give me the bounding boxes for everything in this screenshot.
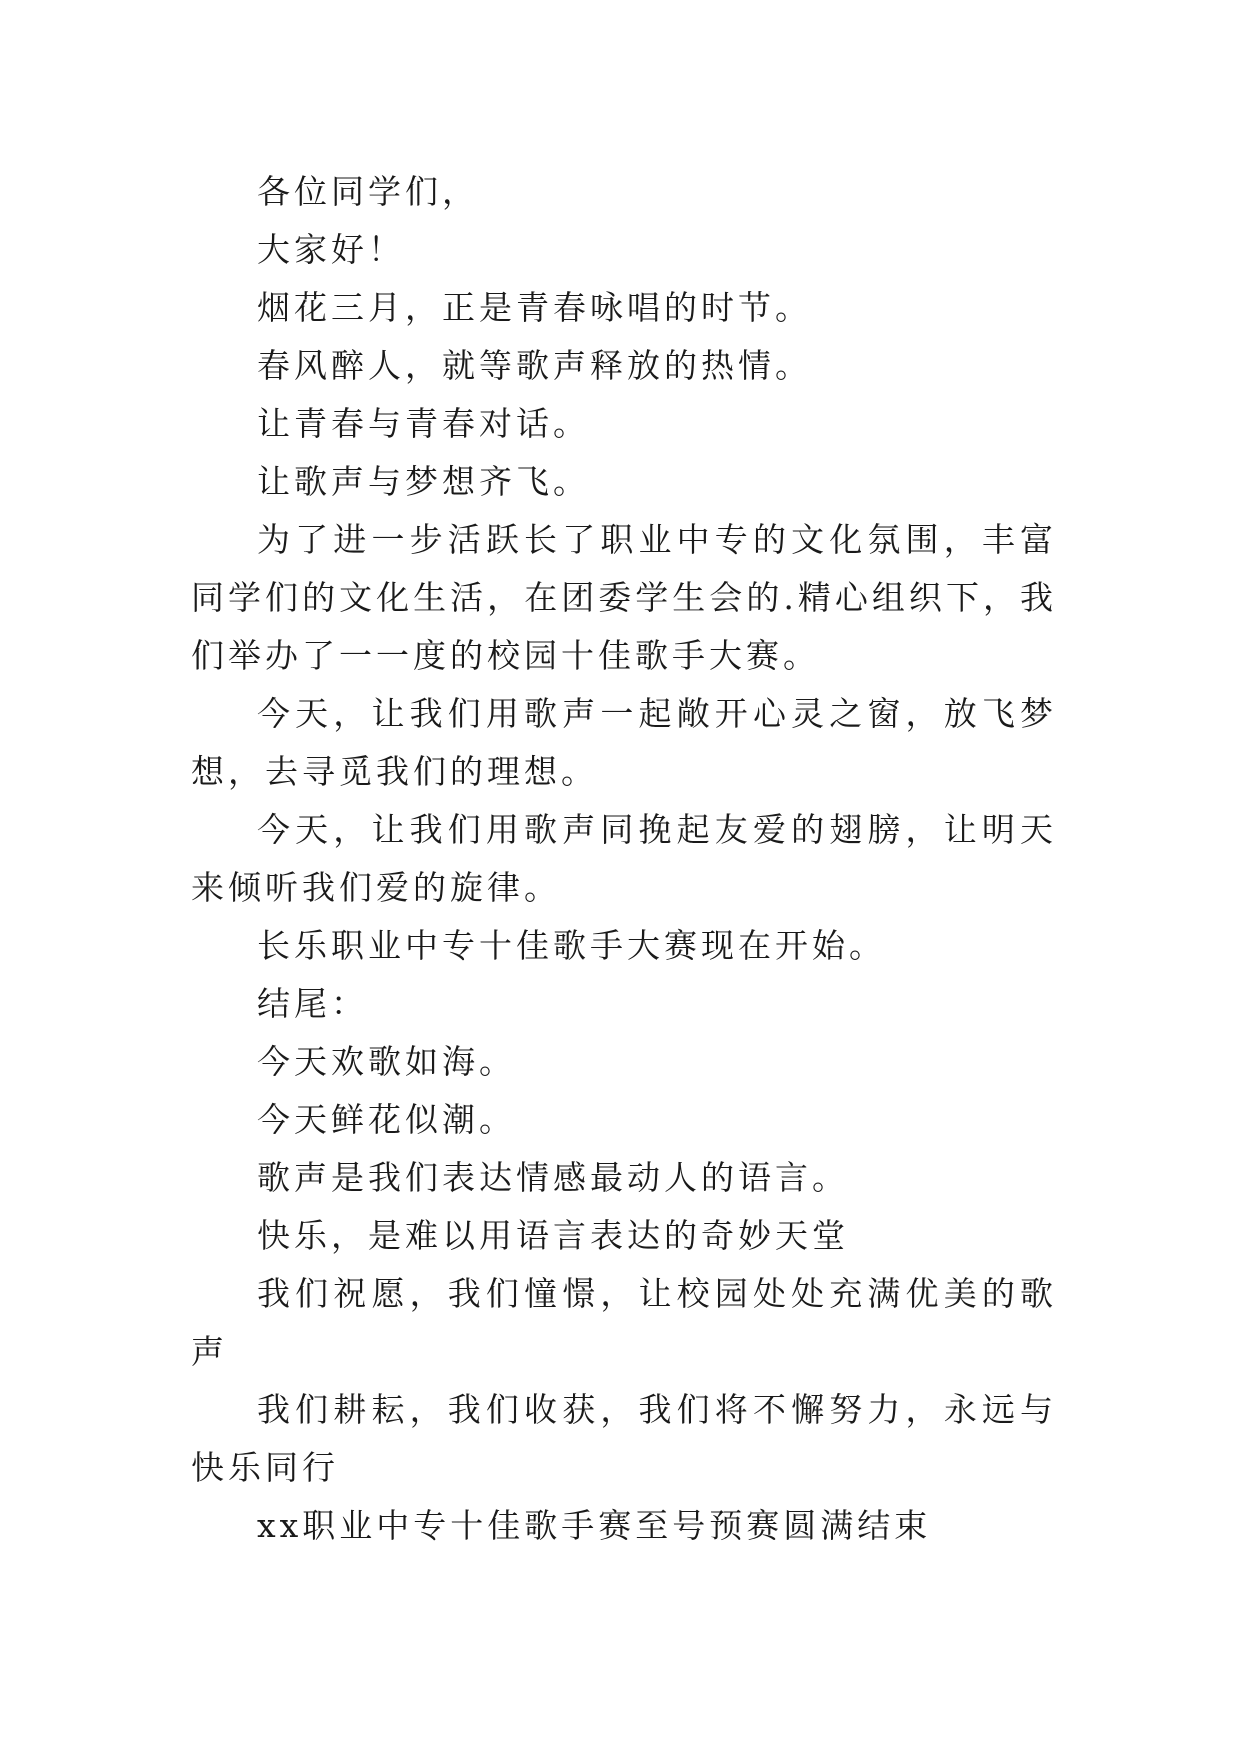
paragraph-greeting: 各位同学们，	[257, 172, 479, 211]
paragraph-ending-heading: 结尾：	[257, 984, 368, 1023]
paragraph-spring-wind: 春风醉人，就等歌声释放的热情。	[257, 346, 812, 385]
paragraph-closing: xx职业中专十佳歌手赛至号预赛圆满结束	[257, 1506, 932, 1545]
paragraph-song-language: 歌声是我们表达情感最动人的语言。	[257, 1158, 849, 1197]
paragraph-hello: 大家好！	[257, 230, 405, 269]
paragraph-purpose: 为了进一步活跃长了职业中专的文化氛围，丰富同学们的文化生活，在团委学生会的.精心组织下，我们举办了一一度的校园十佳歌手大赛。	[191, 520, 1057, 675]
paragraph-today-wings: 今天，让我们用歌声同挽起友爱的翅膀，让明天来倾听我们爱的旋律。	[191, 810, 1057, 907]
paragraph-today-window: 今天，让我们用歌声一起敞开心灵之窗，放飞梦想，去寻觅我们的理想。	[191, 694, 1057, 791]
paragraph-song-dream: 让歌声与梦想齐飞。	[257, 462, 590, 501]
paragraph-contest-start: 长乐职业中专十佳歌手大赛现在开始。	[257, 926, 886, 965]
paragraph-march: 烟花三月，正是青春咏唱的时节。	[257, 288, 812, 327]
paragraph-flowers-tide: 今天鲜花似潮。	[257, 1100, 516, 1139]
paragraph-wish: 我们祝愿，我们憧憬，让校园处处充满优美的歌声	[191, 1274, 1057, 1371]
document-page	[191, 163, 1057, 1555]
paragraph-joy-sea: 今天欢歌如海。	[257, 1042, 516, 1081]
paragraph-happiness: 快乐，是难以用语言表达的奇妙天堂	[257, 1216, 849, 1255]
paragraph-harvest: 我们耕耘，我们收获，我们将不懈努力，永远与快乐同行	[191, 1390, 1057, 1487]
paragraph-youth-dialogue: 让青春与青春对话。	[257, 404, 590, 443]
